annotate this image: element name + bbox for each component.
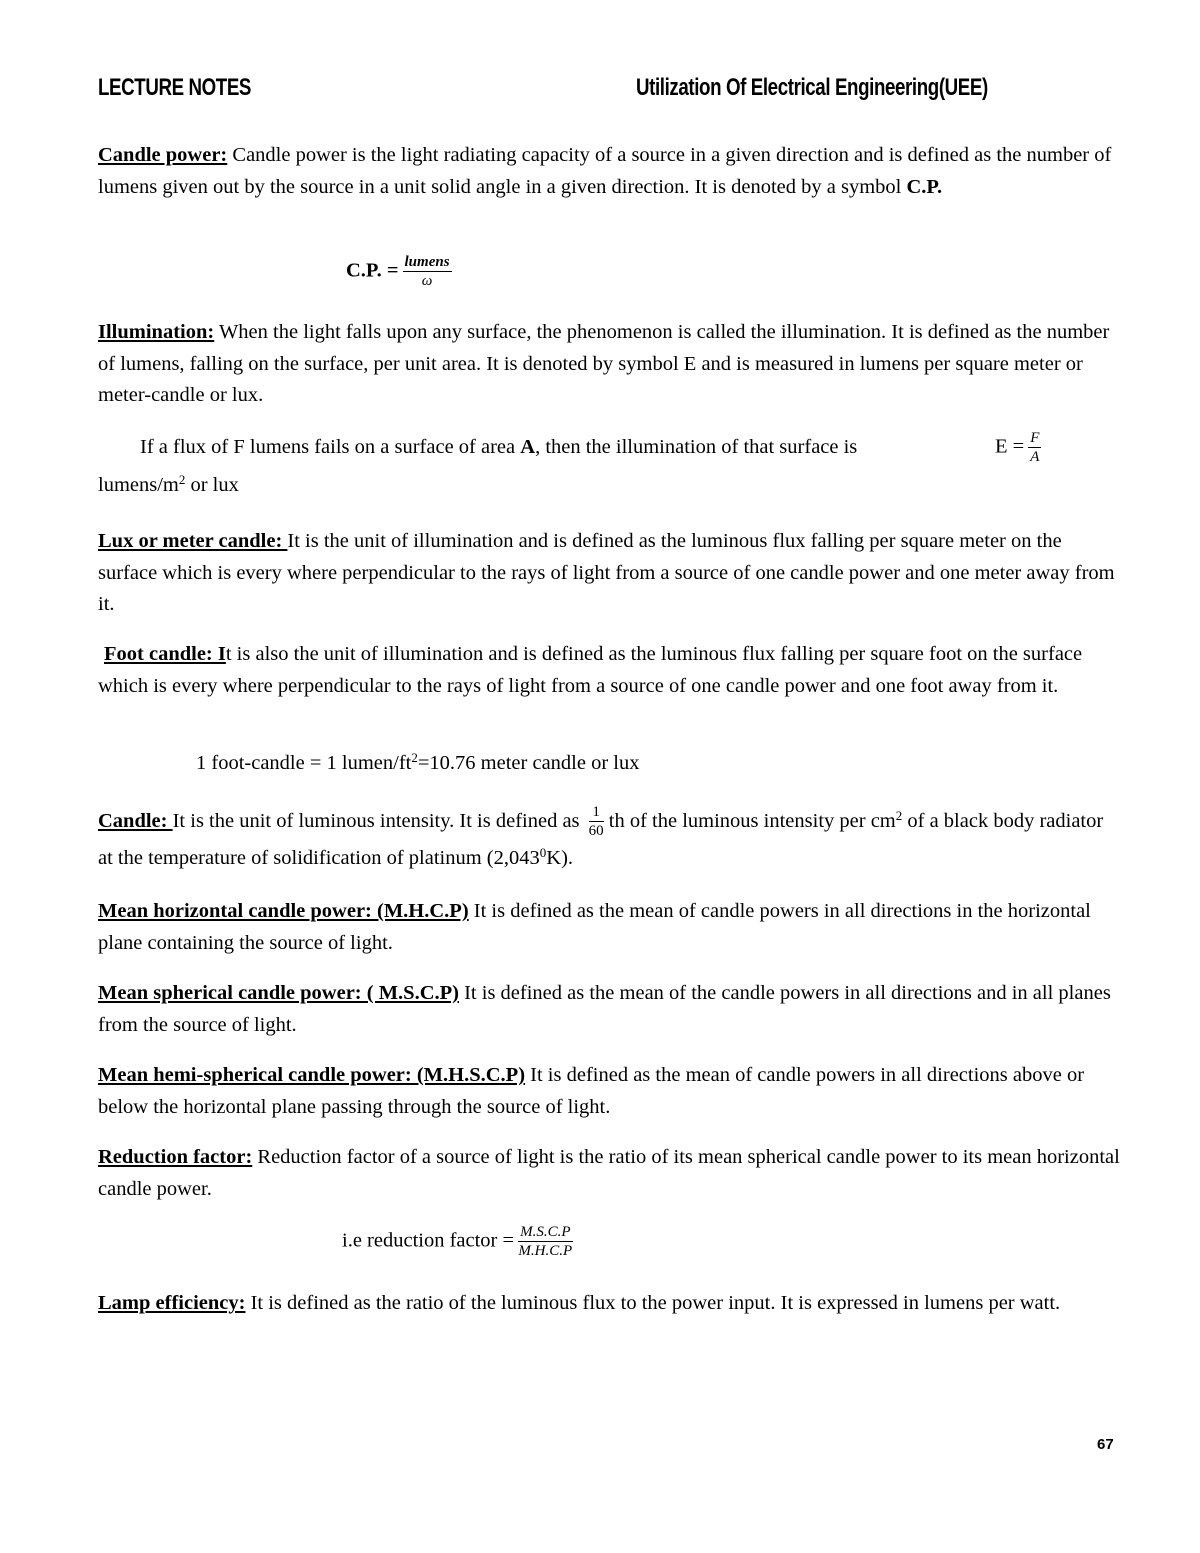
- candle-power-term: Candle power:: [98, 144, 228, 166]
- candle-text-2: th of the luminous intensity per cm: [603, 810, 896, 832]
- lamp-term: Lamp efficiency:: [98, 1292, 246, 1314]
- lamp-text: It is defined as the ratio of the luminous flux to the power input. It is expressed in lumens per watt.: [245, 1292, 1061, 1314]
- reduction-fraction-numerator: M.S.C.P: [520, 1224, 571, 1240]
- foot-candle-formula-a: 1 foot-candle = 1 lumen/ft: [196, 752, 412, 774]
- candle-power-fraction-numerator: lumens: [404, 254, 450, 270]
- unit-sup: 2: [178, 472, 186, 487]
- foot-candle-formula: [196, 752, 640, 775]
- illumination-paragraph: [98, 317, 1122, 412]
- illumination-equation: [995, 430, 1041, 466]
- mhcp-text: It is defined as the mean of candle powers in all directions in the horizontal plane containing the source of light.: [98, 900, 1091, 954]
- illumination-fraction-denominator: A: [1030, 449, 1040, 465]
- unit-tail: or lux: [185, 474, 239, 496]
- reduction-formula: [342, 1224, 573, 1260]
- candle-text-1: It is the unit of luminous intensity. It is defined as: [172, 810, 585, 832]
- candle-power-symbol: C.P.: [906, 175, 943, 198]
- flux-text-1: If a flux of F lumens fails on a surface of area: [140, 436, 521, 458]
- reduction-text: Reduction factor of a source of light is the ratio of its mean spherical candle power to its mean horizontal candle power.: [98, 1146, 1120, 1200]
- candle-fraction-numerator: 1: [589, 804, 604, 822]
- candle-paragraph: [98, 803, 1122, 876]
- candle-term: Candle:: [98, 810, 173, 832]
- illumination-term: Illumination:: [98, 321, 215, 343]
- reduction-fraction-denominator: M.H.C.P: [518, 1243, 573, 1259]
- candle-sup-2: 0: [539, 845, 547, 861]
- mhcp-term: Mean horizontal candle power: (M.H.C.P): [98, 900, 469, 922]
- illumination-eq-lhs: E =: [995, 435, 1025, 458]
- foot-candle-formula-b: =10.76 meter candle or lux: [417, 752, 640, 774]
- mhscp-text: It is defined as the mean of candle powers in all directions above or below the horizontal plane passing through the source of light.: [98, 1064, 1085, 1118]
- header-left: LECTURE NOTES: [98, 74, 252, 101]
- illumination-flux-line: [140, 436, 857, 459]
- candle-text-3: of a black body radiator at the temperature of solidification of platinum (2,043: [98, 810, 1104, 870]
- mhscp-paragraph: [98, 1060, 1122, 1123]
- candle-text-4: K).: [546, 847, 574, 870]
- candle-power-formula-lhs: C.P. =: [346, 259, 399, 282]
- lamp-paragraph: [98, 1288, 1122, 1320]
- flux-bold: A: [520, 436, 536, 458]
- reduction-paragraph: [98, 1142, 1122, 1205]
- foot-candle-formula-sup: 2: [411, 750, 418, 765]
- candle-sup-1: 2: [895, 808, 903, 823]
- candle-fraction-denominator: 60: [588, 823, 604, 840]
- candle-power-fraction: [403, 254, 452, 290]
- foot-candle-paragraph: [98, 639, 1122, 702]
- mscp-paragraph: [98, 978, 1122, 1041]
- candle-power-formula: [346, 254, 452, 290]
- header-right: Utilization Of Electrical Engineering(UEE): [636, 74, 988, 101]
- reduction-fraction: [518, 1224, 572, 1260]
- mscp-text: It is defined as the mean of the candle powers in all directions and in all planes from the source of light.: [98, 982, 1111, 1036]
- page-number: 67: [1097, 1436, 1114, 1453]
- candle-power-paragraph: [98, 140, 1122, 203]
- flux-text-2: , then the illumination of that surface is: [535, 436, 858, 458]
- mhscp-term: Mean hemi-spherical candle power: (M.H.S.C.P): [98, 1064, 526, 1086]
- candle-power-fraction-denominator: ω: [421, 273, 433, 289]
- lux-text: It is the unit of illumination and is defined as the luminous flux falling per square meter on the surface which is every where perpendicular to the rays of light from a source of one candle power and one meter away from it.: [98, 530, 1115, 615]
- reduction-term: Reduction factor:: [98, 1146, 253, 1168]
- lux-term: Lux or meter candle:: [98, 530, 288, 552]
- illumination-fraction-numerator: F: [1030, 430, 1040, 446]
- illumination-fraction: [1028, 430, 1041, 466]
- candle-fraction: [589, 804, 604, 840]
- foot-candle-term: Foot candle: I: [104, 643, 226, 665]
- mscp-term: Mean spherical candle power: ( M.S.C.P): [98, 982, 459, 1004]
- illumination-text: When the light falls upon any surface, the phenomenon is called the illumination. It is defined as the number of lumens, falling on the surface, per unit area. It is denoted by symbol E and is measured in lumens per square meter or meter-candle or lux.: [98, 321, 1110, 406]
- illumination-unit: [98, 474, 239, 497]
- unit-text: lumens/m: [98, 474, 179, 496]
- foot-candle-text: t is also the unit of illumination and is defined as the luminous flux falling per square foot on the surface which is every where perpendicular to the rays of light from a source of one candle power and one foot away from it.: [98, 643, 1083, 697]
- reduction-formula-lhs: i.e reduction factor =: [342, 1229, 515, 1252]
- mhcp-paragraph: [98, 896, 1122, 959]
- lux-paragraph: [98, 526, 1122, 621]
- candle-power-text: Candle power is the light radiating capacity of a source in a given direction and is defined as the number of lumens given out by the source in a unit solid angle in a given direction. It is denoted by a symbol: [98, 144, 1112, 198]
